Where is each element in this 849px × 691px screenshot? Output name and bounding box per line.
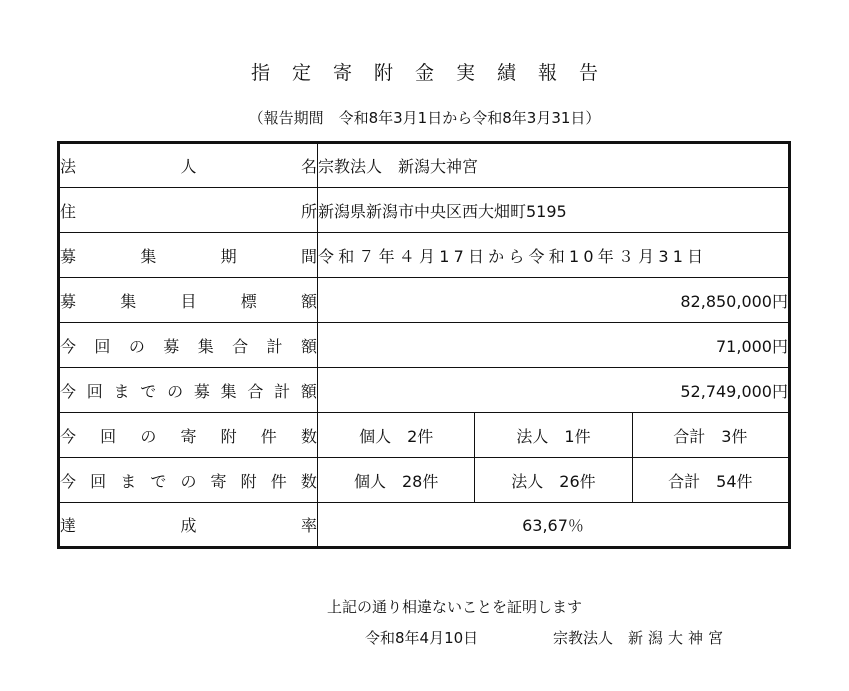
label-char: 期: [220, 246, 237, 266]
current-count-corporate: 法人 1件: [475, 413, 632, 458]
row-label-text: [60, 424, 317, 447]
cumulative-total-value: 52,749,000円: [318, 368, 790, 413]
label-char: 人: [180, 157, 197, 176]
report-period: （報告期間 令和8年3月1日から令和8年3月31日）: [248, 109, 601, 127]
row-label-text: [60, 379, 317, 402]
label-char: 率: [300, 516, 317, 535]
label-char: 集: [140, 246, 157, 266]
label-char: 所: [300, 201, 317, 221]
corp-name-value: 宗教法人 新潟大神宮: [318, 143, 790, 188]
row-label-current-count: [59, 413, 318, 458]
label-char: の: [167, 381, 184, 401]
label-char: で: [150, 471, 167, 491]
row-label-text: [60, 199, 317, 222]
label-char: 計: [274, 381, 291, 401]
sign-org-name: 新潟大神宮: [628, 629, 729, 647]
label-char: 合: [247, 381, 264, 401]
label-char: の: [180, 471, 197, 491]
sign-org-type: 宗教法人: [553, 629, 614, 647]
label-char: の: [140, 426, 157, 446]
label-char: 回: [90, 471, 107, 491]
table-row: [59, 143, 790, 188]
label-char: の: [128, 336, 145, 356]
row-label-text: [60, 513, 317, 536]
label-char: 附: [240, 471, 257, 491]
cumulative-count-corporate: 法人 26件: [475, 458, 632, 503]
label-char: 集: [120, 291, 137, 311]
row-label-current-total: [59, 323, 318, 368]
label-char: で: [140, 381, 157, 401]
label-char: 額: [300, 291, 317, 311]
row-label-text: [60, 154, 317, 177]
table-row: [59, 503, 790, 548]
label-char: 計: [266, 336, 283, 356]
table-row: [59, 413, 790, 458]
label-char: 今: [60, 381, 77, 401]
label-char: 目: [180, 291, 197, 311]
row-label-text: [60, 289, 317, 312]
label-char: 達: [60, 516, 77, 535]
cumulative-count-individual: 個人 28件: [318, 458, 475, 503]
label-char: 募: [163, 336, 180, 356]
campaign-period-value: 令和７年４月17日から令和10年３月31日: [318, 233, 790, 278]
label-char: 額: [300, 336, 317, 356]
label-char: 募: [60, 291, 77, 311]
label-char: 集: [197, 336, 214, 356]
label-char: 回: [94, 336, 111, 356]
target-amount-value: 82,850,000円: [318, 278, 790, 323]
label-char: 数: [300, 471, 317, 491]
label-char: 成: [180, 516, 197, 535]
label-char: 数: [300, 426, 317, 446]
row-label-cumulative-total: [59, 368, 318, 413]
row-label-text: [60, 334, 317, 357]
row-label-cumulative-count: [59, 458, 318, 503]
label-char: 募: [193, 381, 210, 401]
table-row: [59, 323, 790, 368]
label-char: 額: [300, 381, 317, 401]
row-label-target-amount: [59, 278, 318, 323]
sign-date: 令和8年4月10日: [365, 629, 479, 647]
label-char: 合: [232, 336, 249, 356]
label-char: 件: [260, 426, 277, 446]
label-char: ま: [113, 381, 130, 401]
label-char: ま: [120, 471, 137, 491]
label-char: 住: [60, 201, 77, 221]
address-value: 新潟県新潟市中央区西大畑町5195: [318, 188, 790, 233]
label-char: 名: [300, 157, 317, 176]
table-row: [59, 458, 790, 503]
label-char: 今: [60, 471, 77, 491]
sign-organization: [553, 627, 728, 648]
report-table: [57, 141, 791, 549]
label-char: 法: [60, 157, 77, 176]
label-char: 寄: [210, 471, 227, 491]
label-char: 集: [220, 381, 237, 401]
certification-text: 上記の通り相違ないことを証明します: [327, 598, 583, 616]
label-char: 附: [220, 426, 237, 446]
label-char: 寄: [180, 426, 197, 446]
label-char: 今: [60, 426, 77, 446]
label-char: 間: [300, 246, 317, 266]
table-row: [59, 278, 790, 323]
row-label-text: [60, 469, 317, 492]
row-label-corp-name: [59, 143, 318, 188]
row-label-achievement-rate: [59, 503, 318, 548]
row-label-text: [60, 244, 317, 267]
label-char: 今: [60, 336, 77, 356]
current-total-value: 71,000円: [318, 323, 790, 368]
row-label-address: [59, 188, 318, 233]
label-char: 件: [270, 471, 287, 491]
label-char: 回: [86, 381, 103, 401]
label-char: 募: [60, 246, 77, 266]
table-row: [59, 368, 790, 413]
achievement-rate-value: 63,67％: [318, 503, 790, 548]
current-count-individual: 個人 2件: [318, 413, 475, 458]
document-title: 指定寄附金実績報告: [250, 62, 620, 84]
label-char: 回: [100, 426, 117, 446]
cumulative-count-total: 合計 54件: [632, 458, 789, 503]
table-row: [59, 233, 790, 278]
current-count-total: 合計 3件: [632, 413, 789, 458]
label-char: 標: [240, 291, 257, 311]
row-label-campaign-period: [59, 233, 318, 278]
table-row: [59, 188, 790, 233]
